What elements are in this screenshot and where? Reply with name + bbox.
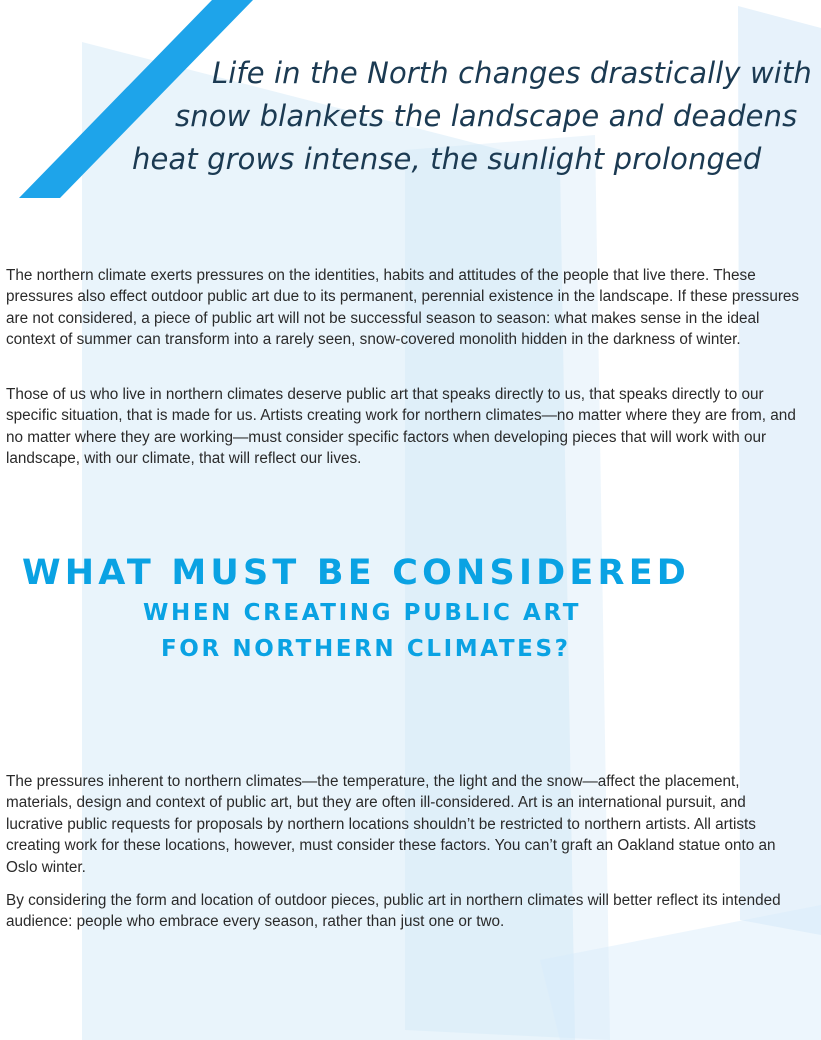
section-heading: WHAT MUST BE CONSIDERED [22, 553, 691, 593]
quote-line-2: snow blankets the landscape and deadens [175, 99, 798, 133]
section-subheading-1: WHEN CREATING PUBLIC ART [143, 600, 582, 626]
body-paragraph-1: The pressures inherent to northern climates—the temperature, the light and the snow—affect the placement, materials, design and context of public art, but they are often ill-considered. Art is an international pursuit, and lucrative public requests for proposals by northern locations shouldn’t be restricted to northern artists. All artists creating work for these locations, however, must consider these factors. You can’t graft an Oakland statue onto an Oslo winter. [6, 773, 776, 876]
section-subheading-2: FOR NORTHERN CLIMATES? [161, 636, 571, 662]
pull-quote [0, 52, 821, 182]
quote-line-1: Life in the North changes drastically with [212, 56, 812, 90]
intro-paragraph-2: Those of us who live in northern climates deserve public art that speaks directly to us, that speaks directly to our specific situation, that is made for us. Artists creating work for northern climates—no matter where they are from, and no matter where they are working—must consider specific factors when developing pieces that will work with our landscape, with our climate, that will reflect our lives. [6, 386, 796, 468]
quote-line-3: heat grows intense, the sunlight prolonged [132, 142, 762, 176]
intro-paragraph-1: The northern climate exerts pressures on the identities, habits and attitudes of the people that live there. These pressures also effect outdoor public art due to its permanent, perennial existence in the landscape. If these pressures are not considered, a piece of public art will not be successful season to season: what makes sense in the ideal context of summer can transform into a rarely seen, snow-covered monolith hidden in the darkness of winter. [6, 267, 800, 349]
body-paragraph-2: By considering the form and location of outdoor pieces, public art in northern climates will better reflect its intended audience: people who embrace every season, rather than just one or two. [6, 892, 781, 931]
